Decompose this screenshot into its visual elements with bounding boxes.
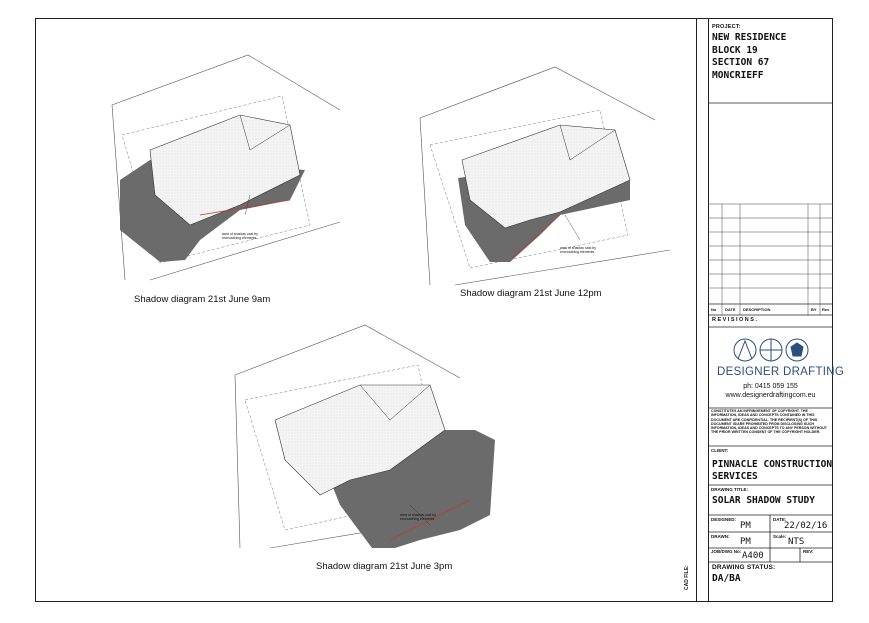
project-info <box>712 32 786 82</box>
status-label: DRAWING STATUS: <box>712 564 776 571</box>
diagram-9am <box>112 55 340 280</box>
rev-col-description: DESCRIPTION <box>743 307 771 312</box>
title-block-grid <box>708 103 833 562</box>
rev-col-by: BY <box>811 307 817 312</box>
roof-9am <box>150 115 300 225</box>
revisions-label: REVISIONS. <box>712 317 759 323</box>
client-name <box>712 459 832 483</box>
client-label: CLIENT: <box>711 448 729 453</box>
date-label: DATE: <box>773 517 787 522</box>
roof-12pm <box>462 125 630 228</box>
company-logo <box>734 339 808 361</box>
designed-label: DESIGNED: <box>711 517 737 522</box>
status-value: DA/BA <box>712 573 741 584</box>
rev-col-date: DATE <box>725 307 736 312</box>
annotation-9am: area of shadow cast by encroaching elements <box>222 232 258 240</box>
caption-3pm: Shadow diagram 21st June 3pm <box>316 561 453 572</box>
annotation-12pm: area of shadow cast by encroaching elements <box>560 246 596 254</box>
company-website: www.designerdraftingcom.eu <box>725 392 816 399</box>
project-line: SECTION 67 <box>712 57 770 68</box>
drawn-value: PM <box>740 537 751 547</box>
scale-label: Scale: <box>773 534 787 539</box>
company-name: DESIGNER DRAFTING <box>717 366 845 378</box>
rev-col-no: No <box>711 307 717 312</box>
revision-table <box>708 204 833 315</box>
rev-col-rev: Rev <box>822 307 830 312</box>
copyright-notice: CONSTITUTES AN INFRINGEMENT OF COPYRIGHT. THE INFORMATION, IDEAS AND CONCEPTS CONTAINED IN THIS DOCUMENT ARE CONFIDENTIAL. THE RECIPIENT(S) OF THIS DOCUMENT IS/ARE PROHIBITED FROM DISCLOSING SUCH INFORMATION, IDEAS AND CONCEPTS TO ANY PERSON WITHOUT THE PRIOR WRITTEN CONSENT OF THE COPYRIGHT HOLDER. <box>711 409 827 435</box>
project-line: BLOCK 19 <box>712 44 758 56</box>
client-line: SERVICES <box>712 471 758 482</box>
annotation-3pm: area of shadow cast by encroaching elements <box>400 513 436 521</box>
job-label: JOB/DWG No: <box>711 549 742 554</box>
drawing-title: SOLAR SHADOW STUDY <box>712 495 815 506</box>
drawing-title-label: DRAWING TITLE: <box>711 487 748 492</box>
project-line: MONCRIEFF <box>712 69 764 81</box>
job-value: A400 <box>742 551 764 561</box>
diagram-3pm <box>235 325 495 548</box>
project-label: PROJECT: <box>712 24 741 30</box>
scale-value: NTS <box>788 537 805 547</box>
company-phone: ph: 0415 059 155 <box>743 383 798 390</box>
cad-file-label: CAD FILE: <box>684 565 690 590</box>
drawn-label: DRAWN: <box>711 534 730 539</box>
client-line: PINNACLE CONSTRUCTION <box>712 459 833 470</box>
project-line: NEW RESIDENCE <box>712 32 787 43</box>
caption-9am: Shadow diagram 21st June 9am <box>134 294 271 305</box>
rev-label: REV: <box>803 549 814 554</box>
designed-value: PM <box>740 521 751 531</box>
caption-12pm: Shadow diagram 21st June 12pm <box>460 288 602 299</box>
diagram-12pm <box>420 67 670 285</box>
date-value: 22/02/16 <box>784 521 828 531</box>
